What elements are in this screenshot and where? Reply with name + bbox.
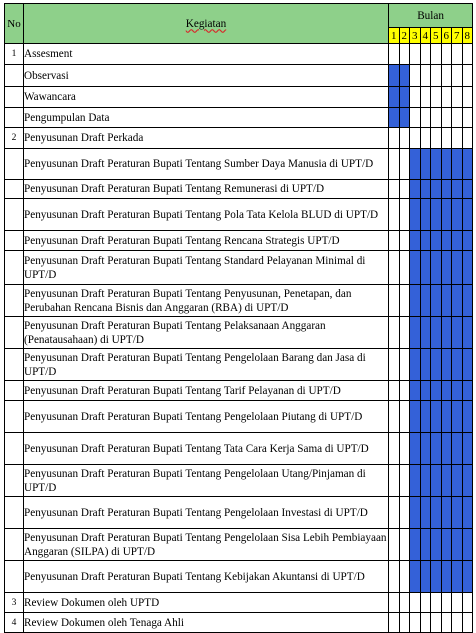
row-number bbox=[5, 317, 24, 349]
header-month-5: 5 bbox=[431, 28, 442, 44]
month-cell-1 bbox=[389, 108, 400, 128]
month-cell-2 bbox=[399, 317, 410, 349]
month-cell-7 bbox=[452, 497, 463, 529]
month-cell-2 bbox=[399, 285, 410, 317]
month-cell-6 bbox=[441, 251, 452, 285]
month-cell-4 bbox=[420, 613, 431, 633]
table-row bbox=[5, 180, 473, 199]
month-cell-5 bbox=[431, 593, 442, 613]
month-cell-3 bbox=[410, 251, 421, 285]
month-cell-1 bbox=[389, 128, 400, 149]
month-cell-2 bbox=[399, 128, 410, 149]
row-number: 3 bbox=[5, 593, 24, 613]
schedule-table-wrapper bbox=[4, 3, 473, 633]
month-cell-2 bbox=[399, 149, 410, 180]
month-cell-4 bbox=[420, 285, 431, 317]
month-cell-6 bbox=[441, 149, 452, 180]
month-cell-8 bbox=[462, 349, 473, 381]
table-row bbox=[5, 285, 473, 317]
month-cell-7 bbox=[452, 529, 463, 561]
month-cell-1 bbox=[389, 561, 400, 593]
month-cell-5 bbox=[431, 465, 442, 497]
month-cell-5 bbox=[431, 180, 442, 199]
month-cell-6 bbox=[441, 317, 452, 349]
row-number bbox=[5, 87, 24, 108]
month-cell-1 bbox=[389, 44, 400, 65]
month-cell-1 bbox=[389, 199, 400, 231]
table-row bbox=[5, 433, 473, 465]
table-row bbox=[5, 401, 473, 433]
month-cell-7 bbox=[452, 251, 463, 285]
month-cell-3 bbox=[410, 465, 421, 497]
month-cell-8 bbox=[462, 497, 473, 529]
row-number bbox=[5, 199, 24, 231]
month-cell-6 bbox=[441, 44, 452, 65]
table-row bbox=[5, 465, 473, 497]
header-kegiatan bbox=[24, 4, 389, 44]
month-cell-5 bbox=[431, 349, 442, 381]
month-cell-7 bbox=[452, 593, 463, 613]
header-no: No bbox=[5, 4, 24, 44]
month-cell-1 bbox=[389, 149, 400, 180]
month-cell-3 bbox=[410, 593, 421, 613]
table-row bbox=[5, 108, 473, 128]
month-cell-4 bbox=[420, 317, 431, 349]
month-cell-6 bbox=[441, 180, 452, 199]
month-cell-2 bbox=[399, 381, 410, 401]
month-cell-5 bbox=[431, 529, 442, 561]
month-cell-3 bbox=[410, 108, 421, 128]
month-cell-5 bbox=[431, 231, 442, 251]
activity-name: Penyusunan Draft Peraturan Bupati Tentang Standard Pelayanan Minimal di UPT/D bbox=[24, 251, 389, 285]
table-row bbox=[5, 87, 473, 108]
month-cell-3 bbox=[410, 199, 421, 231]
schedule-body bbox=[5, 44, 473, 633]
month-cell-7 bbox=[452, 149, 463, 180]
month-cell-6 bbox=[441, 529, 452, 561]
month-cell-3 bbox=[410, 401, 421, 433]
header-month-8: 8 bbox=[462, 28, 473, 44]
month-cell-8 bbox=[462, 561, 473, 593]
activity-name: Penyusunan Draft Peraturan Bupati Tentang Pola Tata Kelola BLUD di UPT/D bbox=[24, 199, 389, 231]
activity-name: Penyusunan Draft Peraturan Bupati Tentang Pengelolaan Investasi di UPT/D bbox=[24, 497, 389, 529]
activity-name: Penyusunan Draft Peraturan Bupati Tentang Pengelolaan Piutang di UPT/D bbox=[24, 401, 389, 433]
month-cell-8 bbox=[462, 108, 473, 128]
month-cell-1 bbox=[389, 433, 400, 465]
activity-name: Penyusunan Draft Peraturan Bupati Tentang Kebijakan Akuntansi di UPT/D bbox=[24, 561, 389, 593]
month-cell-7 bbox=[452, 381, 463, 401]
month-cell-2 bbox=[399, 87, 410, 108]
month-cell-3 bbox=[410, 285, 421, 317]
month-cell-6 bbox=[441, 561, 452, 593]
row-number bbox=[5, 497, 24, 529]
month-cell-2 bbox=[399, 65, 410, 87]
month-cell-2 bbox=[399, 251, 410, 285]
row-number bbox=[5, 465, 24, 497]
header-month-3: 3 bbox=[410, 28, 421, 44]
month-cell-6 bbox=[441, 401, 452, 433]
month-cell-3 bbox=[410, 87, 421, 108]
activity-name: Penyusunan Draft Peraturan Bupati Tentang Remunerasi di UPT/D bbox=[24, 180, 389, 199]
table-row bbox=[5, 529, 473, 561]
table-row bbox=[5, 44, 473, 65]
header-kegiatan-label: Kegiatan bbox=[185, 17, 227, 30]
month-cell-8 bbox=[462, 613, 473, 633]
activity-name: Penyusunan Draft Perkada bbox=[24, 128, 389, 149]
activity-name: Penyusunan Draft Peraturan Bupati Tentang Tata Cara Kerja Sama di UPT/D bbox=[24, 433, 389, 465]
row-number bbox=[5, 381, 24, 401]
month-cell-3 bbox=[410, 149, 421, 180]
row-number bbox=[5, 180, 24, 199]
row-number bbox=[5, 285, 24, 317]
month-cell-7 bbox=[452, 108, 463, 128]
month-cell-8 bbox=[462, 149, 473, 180]
month-cell-1 bbox=[389, 529, 400, 561]
month-cell-5 bbox=[431, 149, 442, 180]
month-cell-5 bbox=[431, 87, 442, 108]
month-cell-7 bbox=[452, 317, 463, 349]
month-cell-3 bbox=[410, 613, 421, 633]
month-cell-8 bbox=[462, 381, 473, 401]
month-cell-8 bbox=[462, 593, 473, 613]
month-cell-6 bbox=[441, 285, 452, 317]
month-cell-7 bbox=[452, 401, 463, 433]
month-cell-1 bbox=[389, 231, 400, 251]
month-cell-3 bbox=[410, 128, 421, 149]
month-cell-7 bbox=[452, 180, 463, 199]
month-cell-4 bbox=[420, 381, 431, 401]
month-cell-4 bbox=[420, 149, 431, 180]
month-cell-2 bbox=[399, 497, 410, 529]
month-cell-8 bbox=[462, 128, 473, 149]
month-cell-5 bbox=[431, 433, 442, 465]
month-cell-7 bbox=[452, 613, 463, 633]
activity-name: Wawancara bbox=[24, 87, 389, 108]
table-row bbox=[5, 561, 473, 593]
month-cell-7 bbox=[452, 433, 463, 465]
month-cell-2 bbox=[399, 199, 410, 231]
activity-name: Observasi bbox=[24, 65, 389, 87]
month-cell-5 bbox=[431, 199, 442, 231]
month-cell-6 bbox=[441, 465, 452, 497]
month-cell-4 bbox=[420, 433, 431, 465]
month-cell-3 bbox=[410, 231, 421, 251]
month-cell-7 bbox=[452, 199, 463, 231]
month-cell-7 bbox=[452, 65, 463, 87]
month-cell-5 bbox=[431, 285, 442, 317]
month-cell-4 bbox=[420, 529, 431, 561]
month-cell-2 bbox=[399, 593, 410, 613]
table-row bbox=[5, 251, 473, 285]
row-number bbox=[5, 433, 24, 465]
table-row bbox=[5, 65, 473, 87]
month-cell-5 bbox=[431, 317, 442, 349]
month-cell-2 bbox=[399, 561, 410, 593]
month-cell-7 bbox=[452, 349, 463, 381]
month-cell-4 bbox=[420, 349, 431, 381]
table-row bbox=[5, 199, 473, 231]
month-cell-6 bbox=[441, 87, 452, 108]
month-cell-7 bbox=[452, 44, 463, 65]
month-cell-4 bbox=[420, 401, 431, 433]
header-bulan: Bulan bbox=[389, 4, 473, 28]
month-cell-1 bbox=[389, 251, 400, 285]
month-cell-4 bbox=[420, 128, 431, 149]
month-cell-4 bbox=[420, 44, 431, 65]
month-cell-8 bbox=[462, 317, 473, 349]
month-cell-7 bbox=[452, 285, 463, 317]
month-cell-1 bbox=[389, 65, 400, 87]
row-number bbox=[5, 401, 24, 433]
activity-name: Penyusunan Draft Peraturan Bupati Tentang Pengelolaan Barang dan Jasa di UPT/D bbox=[24, 349, 389, 381]
month-cell-8 bbox=[462, 465, 473, 497]
table-row bbox=[5, 317, 473, 349]
month-cell-5 bbox=[431, 401, 442, 433]
header-month-2: 2 bbox=[399, 28, 410, 44]
month-cell-6 bbox=[441, 613, 452, 633]
row-number bbox=[5, 231, 24, 251]
schedule-table bbox=[4, 3, 473, 633]
month-cell-2 bbox=[399, 44, 410, 65]
month-cell-2 bbox=[399, 401, 410, 433]
month-cell-1 bbox=[389, 465, 400, 497]
activity-name: Assesment bbox=[24, 44, 389, 65]
month-cell-8 bbox=[462, 285, 473, 317]
header-month-4: 4 bbox=[420, 28, 431, 44]
row-number: 4 bbox=[5, 613, 24, 633]
month-cell-4 bbox=[420, 465, 431, 497]
month-cell-3 bbox=[410, 529, 421, 561]
month-cell-1 bbox=[389, 349, 400, 381]
table-row bbox=[5, 593, 473, 613]
month-cell-2 bbox=[399, 465, 410, 497]
month-cell-1 bbox=[389, 285, 400, 317]
month-cell-8 bbox=[462, 180, 473, 199]
activity-name: Penyusunan Draft Peraturan Bupati Tentang Pelaksanaan Anggaran (Penatausahaan) di UPT/D bbox=[24, 317, 389, 349]
row-number bbox=[5, 529, 24, 561]
activity-name: Penyusunan Draft Peraturan Bupati Tentang Pengelolaan Utang/Pinjaman di UPT/D bbox=[24, 465, 389, 497]
activity-name: Penyusunan Draft Peraturan Bupati Tentang Penyusunan, Penetapan, dan Perubahan Rencana Bisnis dan Anggaran (RBA) di UPT/D bbox=[24, 285, 389, 317]
row-number bbox=[5, 149, 24, 180]
month-cell-6 bbox=[441, 497, 452, 529]
month-cell-3 bbox=[410, 180, 421, 199]
activity-name: Penyusunan Draft Peraturan Bupati Tentang Pengelolaan Sisa Lebih Pembiayaan Anggaran (SILPA) di UPT/D bbox=[24, 529, 389, 561]
month-cell-2 bbox=[399, 180, 410, 199]
month-cell-5 bbox=[431, 44, 442, 65]
month-cell-6 bbox=[441, 433, 452, 465]
month-cell-8 bbox=[462, 199, 473, 231]
month-cell-5 bbox=[431, 613, 442, 633]
month-cell-1 bbox=[389, 87, 400, 108]
month-cell-5 bbox=[431, 128, 442, 149]
month-cell-5 bbox=[431, 561, 442, 593]
month-cell-4 bbox=[420, 231, 431, 251]
month-cell-4 bbox=[420, 593, 431, 613]
header-month-7: 7 bbox=[452, 28, 463, 44]
table-row bbox=[5, 497, 473, 529]
month-cell-1 bbox=[389, 401, 400, 433]
month-cell-6 bbox=[441, 65, 452, 87]
month-cell-6 bbox=[441, 381, 452, 401]
month-cell-3 bbox=[410, 44, 421, 65]
month-cell-1 bbox=[389, 381, 400, 401]
month-cell-5 bbox=[431, 497, 442, 529]
month-cell-2 bbox=[399, 613, 410, 633]
month-cell-3 bbox=[410, 497, 421, 529]
month-cell-6 bbox=[441, 231, 452, 251]
month-cell-4 bbox=[420, 87, 431, 108]
header-month-6: 6 bbox=[441, 28, 452, 44]
month-cell-3 bbox=[410, 381, 421, 401]
month-cell-8 bbox=[462, 529, 473, 561]
month-cell-2 bbox=[399, 231, 410, 251]
month-cell-5 bbox=[431, 108, 442, 128]
month-cell-8 bbox=[462, 231, 473, 251]
month-cell-7 bbox=[452, 231, 463, 251]
table-row bbox=[5, 149, 473, 180]
row-number bbox=[5, 251, 24, 285]
month-cell-5 bbox=[431, 381, 442, 401]
month-cell-7 bbox=[452, 561, 463, 593]
table-row bbox=[5, 613, 473, 633]
month-cell-3 bbox=[410, 433, 421, 465]
month-cell-5 bbox=[431, 251, 442, 285]
activity-name: Pengumpulan Data bbox=[24, 108, 389, 128]
month-cell-3 bbox=[410, 349, 421, 381]
month-cell-6 bbox=[441, 593, 452, 613]
table-row bbox=[5, 128, 473, 149]
month-cell-5 bbox=[431, 65, 442, 87]
row-number bbox=[5, 561, 24, 593]
table-row bbox=[5, 349, 473, 381]
activity-name: Penyusunan Draft Peraturan Bupati Tentang Sumber Daya Manusia di UPT/D bbox=[24, 149, 389, 180]
month-cell-1 bbox=[389, 497, 400, 529]
month-cell-2 bbox=[399, 108, 410, 128]
month-cell-1 bbox=[389, 180, 400, 199]
month-cell-8 bbox=[462, 433, 473, 465]
month-cell-7 bbox=[452, 128, 463, 149]
month-cell-4 bbox=[420, 497, 431, 529]
activity-name: Penyusunan Draft Peraturan Bupati Tentang Tarif Pelayanan di UPT/D bbox=[24, 381, 389, 401]
month-cell-2 bbox=[399, 349, 410, 381]
activity-name: Penyusunan Draft Peraturan Bupati Tentang Rencana Strategis UPT/D bbox=[24, 231, 389, 251]
header-month-1: 1 bbox=[389, 28, 400, 44]
row-number bbox=[5, 349, 24, 381]
month-cell-8 bbox=[462, 251, 473, 285]
month-cell-1 bbox=[389, 613, 400, 633]
month-cell-2 bbox=[399, 529, 410, 561]
month-cell-6 bbox=[441, 199, 452, 231]
row-number: 1 bbox=[5, 44, 24, 65]
table-row bbox=[5, 381, 473, 401]
month-cell-3 bbox=[410, 561, 421, 593]
month-cell-1 bbox=[389, 593, 400, 613]
month-cell-8 bbox=[462, 44, 473, 65]
month-cell-1 bbox=[389, 317, 400, 349]
month-cell-8 bbox=[462, 401, 473, 433]
month-cell-4 bbox=[420, 199, 431, 231]
month-cell-4 bbox=[420, 561, 431, 593]
month-cell-4 bbox=[420, 108, 431, 128]
table-row bbox=[5, 231, 473, 251]
month-cell-6 bbox=[441, 108, 452, 128]
month-cell-4 bbox=[420, 251, 431, 285]
row-number: 2 bbox=[5, 128, 24, 149]
month-cell-3 bbox=[410, 65, 421, 87]
month-cell-8 bbox=[462, 65, 473, 87]
activity-name: Review Dokumen oleh UPTD bbox=[24, 593, 389, 613]
month-cell-2 bbox=[399, 433, 410, 465]
activity-name: Review Dokumen oleh Tenaga Ahli bbox=[24, 613, 389, 633]
month-cell-3 bbox=[410, 317, 421, 349]
month-cell-7 bbox=[452, 465, 463, 497]
month-cell-4 bbox=[420, 180, 431, 199]
row-number bbox=[5, 65, 24, 87]
month-cell-4 bbox=[420, 65, 431, 87]
month-cell-8 bbox=[462, 87, 473, 108]
month-cell-6 bbox=[441, 128, 452, 149]
row-number bbox=[5, 108, 24, 128]
month-cell-6 bbox=[441, 349, 452, 381]
month-cell-7 bbox=[452, 87, 463, 108]
